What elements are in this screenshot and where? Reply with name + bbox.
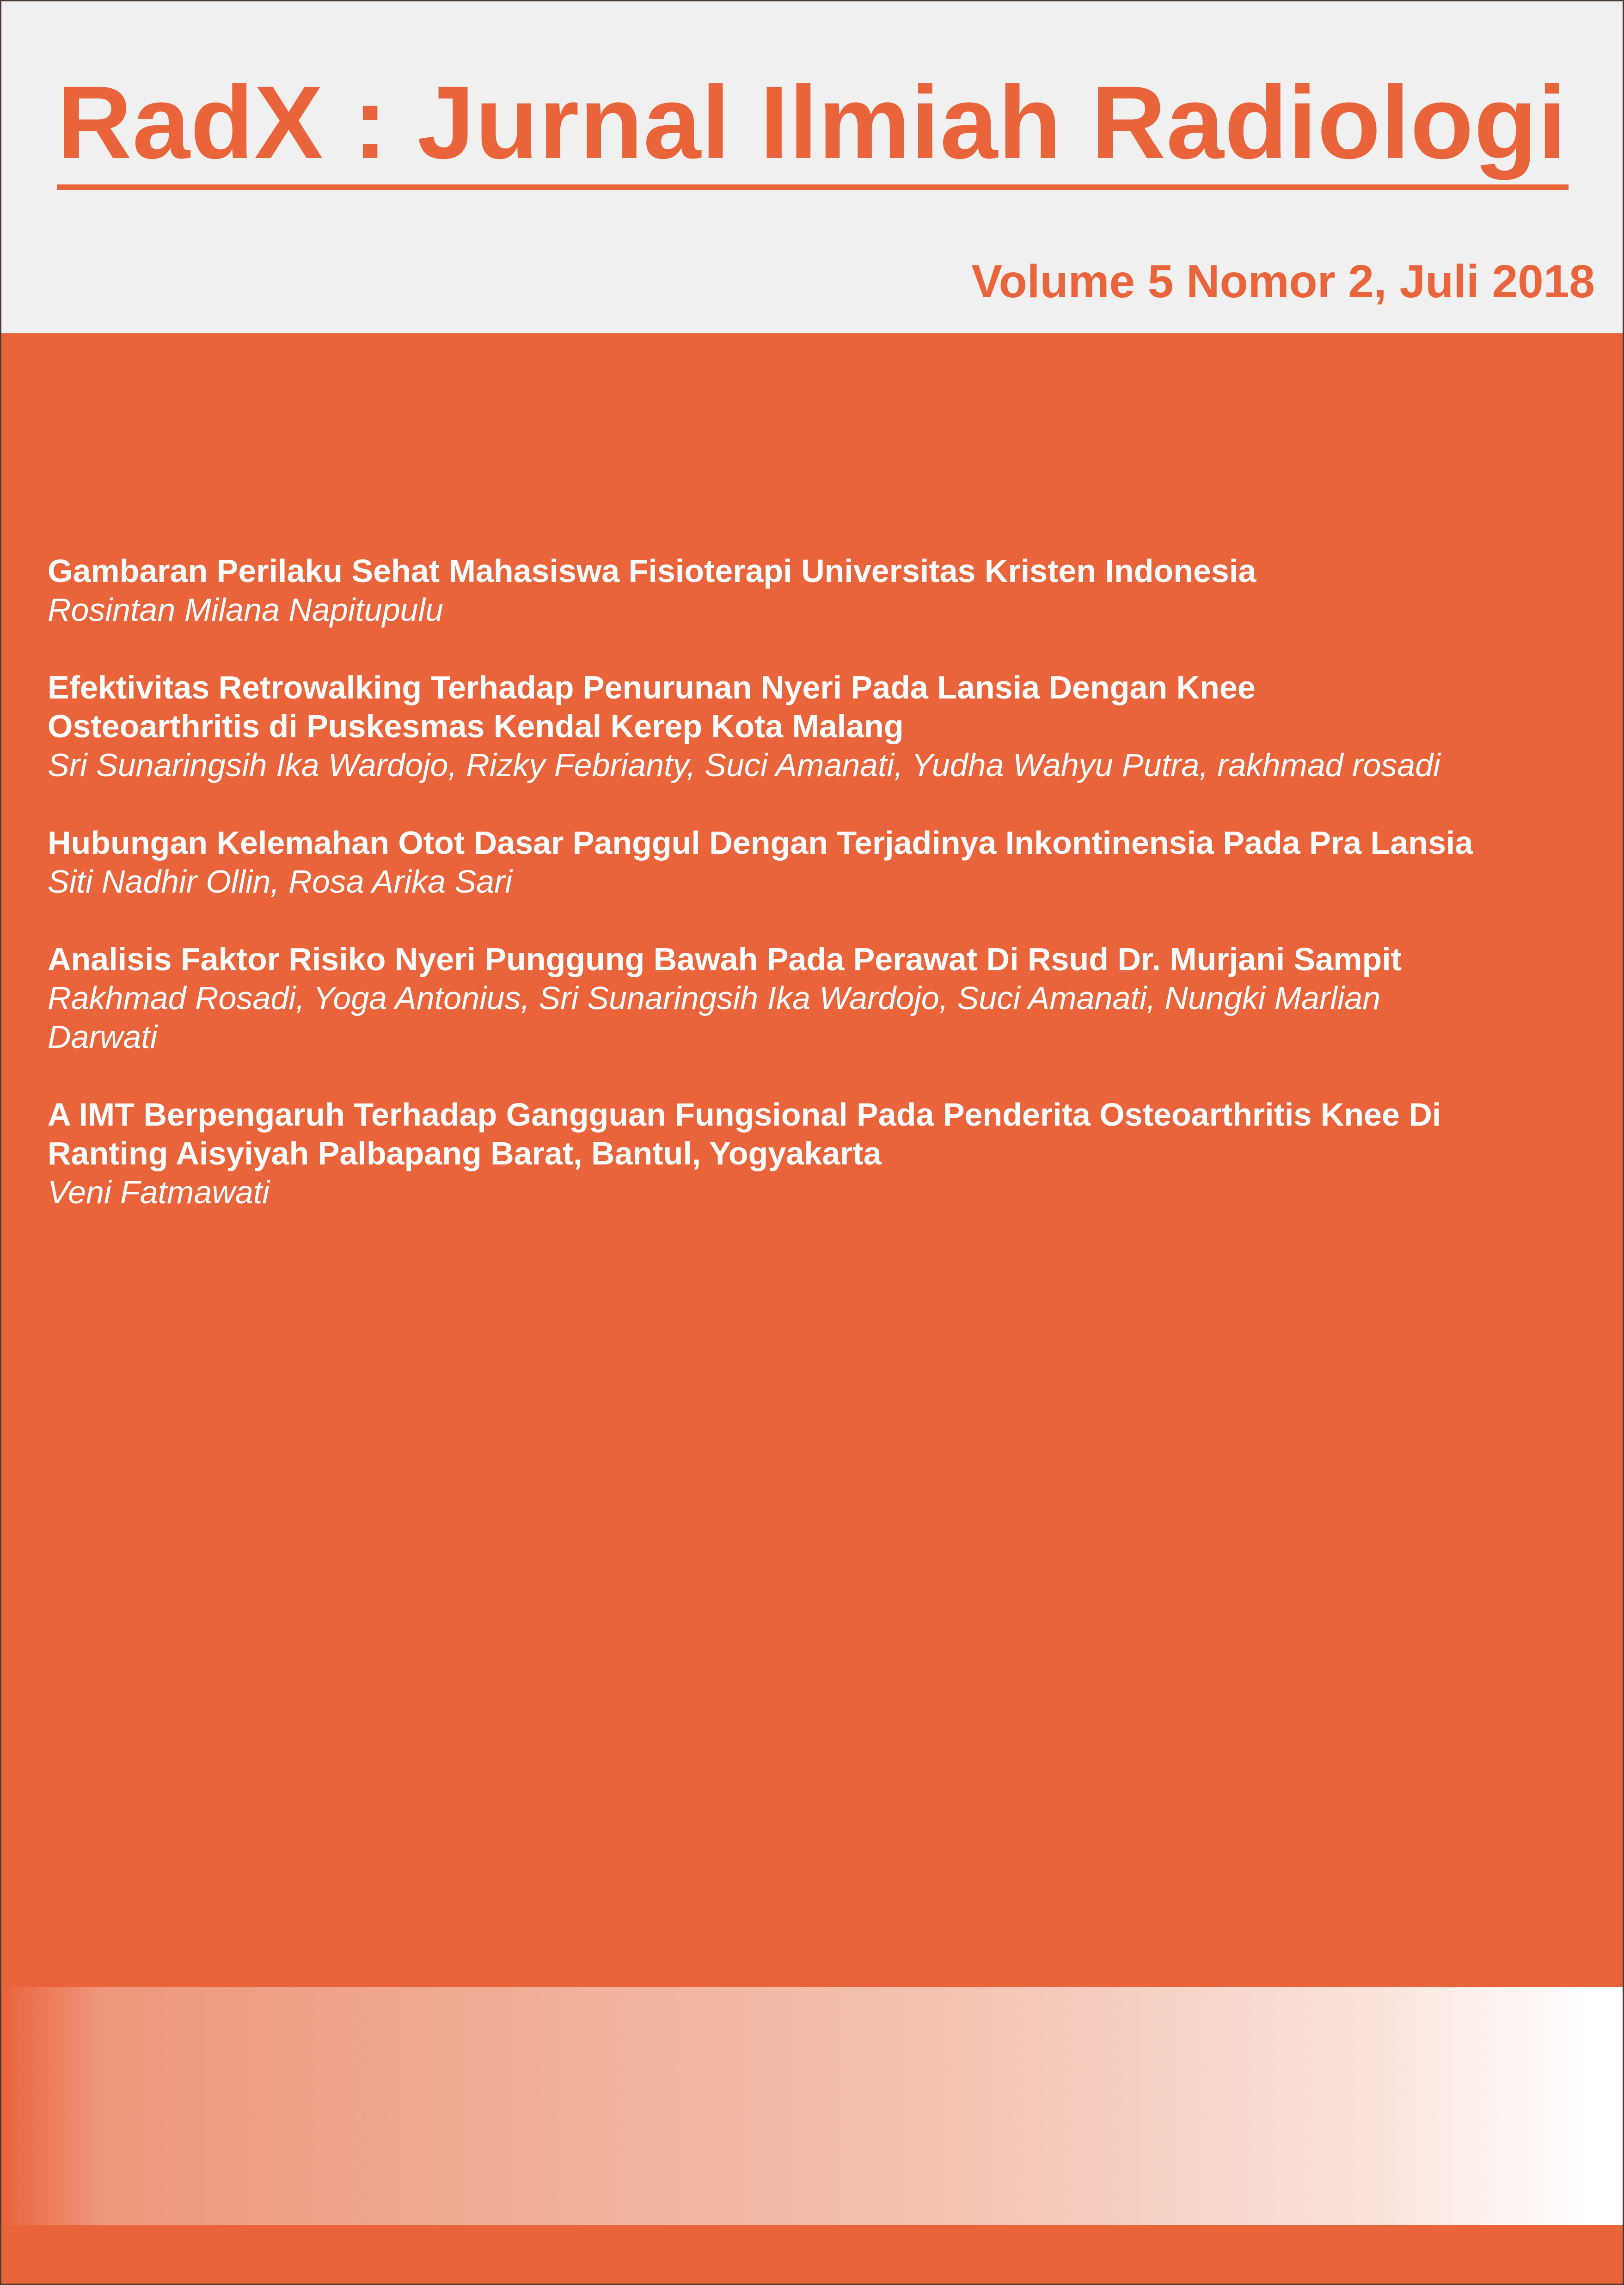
article-title bbox=[48, 823, 1601, 862]
article-authors-line: Rosintan Milana Napitupulu bbox=[48, 592, 444, 628]
article-authors-line: Veni Fatmawati bbox=[48, 1174, 270, 1210]
article-item bbox=[48, 823, 1601, 901]
article-item bbox=[48, 668, 1601, 784]
article-title bbox=[48, 668, 1601, 746]
article-authors bbox=[48, 1173, 1601, 1212]
article-authors-line: Siti Nadhir Ollin, Rosa Arika Sari bbox=[48, 864, 512, 900]
article-title-line: Efektivitas Retrowalking Terhadap Penurunan Nyeri Pada Lansia Dengan Knee bbox=[48, 669, 1256, 705]
article-title bbox=[48, 551, 1601, 590]
article-item bbox=[48, 940, 1601, 1056]
article-authors-line: Sri Sunaringsih Ika Wardojo, Rizky Febrianty, Suci Amanati, Yudha Wahyu Putra, rakhmad rosadi bbox=[48, 747, 1440, 783]
gradient-band bbox=[1, 1987, 1623, 2225]
article-authors-line: Rakhmad Rosadi, Yoga Antonius, Sri Sunaringsih Ika Wardojo, Suci Amanati, Nungki Marlian bbox=[48, 980, 1381, 1016]
article-authors bbox=[48, 979, 1601, 1056]
article-title-line: Ranting Aisyiyah Palbapang Barat, Bantul, Yogyakarta bbox=[48, 1135, 882, 1171]
article-item bbox=[48, 551, 1601, 629]
article-list bbox=[48, 551, 1601, 1250]
article-item bbox=[48, 1095, 1601, 1212]
article-title bbox=[48, 1095, 1601, 1173]
article-title-line: Osteoarthritis di Puskesmas Kendal Kerep Kota Malang bbox=[48, 708, 904, 744]
journal-title: RadX : Jurnal Ilmiah Radiologi bbox=[57, 65, 1567, 180]
article-title-line: Hubungan Kelemahan Otot Dasar Panggul Dengan Terjadinya Inkontinensia Pada Pra Lansia bbox=[48, 825, 1473, 861]
cover-header bbox=[1, 1, 1623, 333]
article-title-line: Analisis Faktor Risiko Nyeri Punggung Bawah Pada Perawat Di Rsud Dr. Murjani Sampit bbox=[48, 941, 1402, 977]
article-title bbox=[48, 940, 1601, 979]
article-authors bbox=[48, 590, 1601, 629]
article-title-line: Gambaran Perilaku Sehat Mahasiswa Fisioterapi Universitas Kristen Indonesia bbox=[48, 553, 1256, 589]
issue-info: Volume 5 Nomor 2, Juli 2018 bbox=[971, 256, 1595, 307]
article-authors bbox=[48, 746, 1601, 784]
article-authors bbox=[48, 862, 1601, 901]
title-underline bbox=[57, 184, 1569, 190]
article-title-line: A IMT Berpengaruh Terhadap Gangguan Fungsional Pada Penderita Osteoarthritis Knee Di bbox=[48, 1097, 1441, 1133]
article-authors-line: Darwati bbox=[48, 1019, 158, 1055]
